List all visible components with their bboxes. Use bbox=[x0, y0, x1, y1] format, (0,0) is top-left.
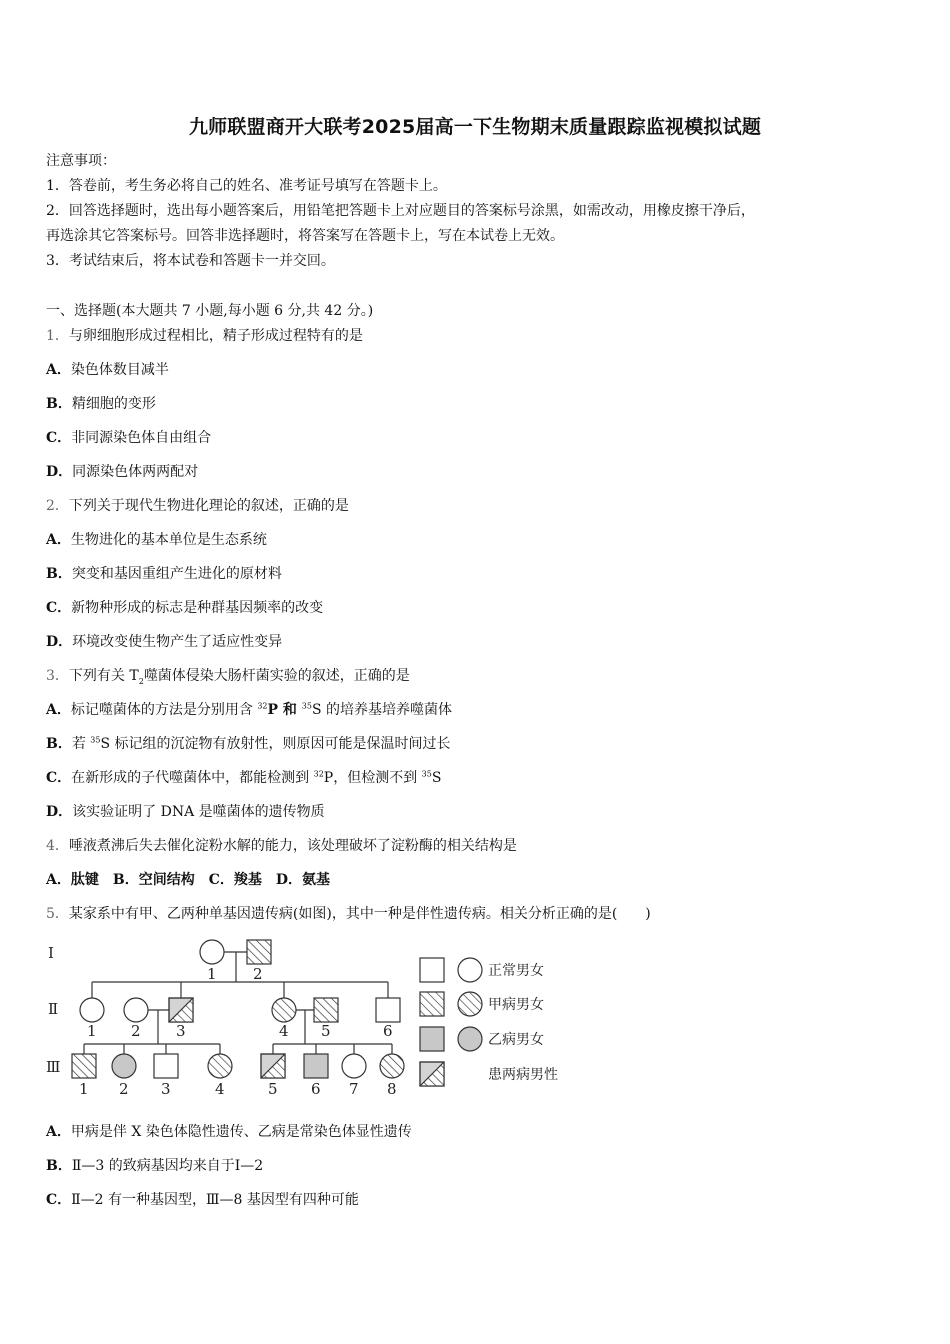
page-title: 九师联盟商开大联考2025届高一下生物期末质量跟踪监视模拟试题 bbox=[188, 116, 762, 138]
question-number: 4． bbox=[46, 838, 69, 854]
notice-item: 再选涂其它答案标号。回答非选择题时，将答案写在答题卡上，写在本试卷上无效。 bbox=[46, 228, 564, 244]
q5-option-c: C．Ⅱ—2 有一种基因型，Ⅲ—8 基因型有四种可能 bbox=[46, 1192, 359, 1208]
legend-disease-b-male bbox=[420, 1027, 444, 1051]
legend-disease-a-male bbox=[420, 992, 444, 1016]
question-4-stem bbox=[46, 837, 517, 855]
q3-option-d: D．该实验证明了 DNA 是噬菌体的遗传物质 bbox=[46, 804, 325, 820]
notice-item: 2．回答选择题时，选出每小题答案后，用铅笔把答题卡上对应题目的答案标号涂黑，如需改动，用橡皮擦干净后， bbox=[46, 203, 755, 219]
q2-option-a: A．生物进化的基本单位是生态系统 bbox=[46, 532, 267, 548]
gen2-male-6 bbox=[376, 998, 400, 1022]
q1-option-b: B．精细胞的变形 bbox=[46, 396, 156, 412]
gen1-female-1 bbox=[200, 940, 224, 964]
question-number: 3． bbox=[46, 668, 69, 684]
question-text: 某家系中有甲、乙两种单基因遗传病(如图)，其中一种是伴性遗传病。相关分析正确的是( ) bbox=[68, 906, 651, 922]
svg-text:1: 1 bbox=[79, 1080, 89, 1098]
section-heading: 一、选择题(本大题共 7 小题,每小题 6 分,共 42 分。) bbox=[46, 303, 374, 319]
gen2-male-5 bbox=[314, 998, 338, 1022]
pedigree-chart bbox=[44, 932, 604, 1102]
svg-text:1: 1 bbox=[207, 965, 217, 983]
q1-option-c: C．非同源染色体自由组合 bbox=[46, 430, 212, 446]
svg-text:6: 6 bbox=[311, 1080, 321, 1098]
q4-options: A．肽键 B．空间结构 C．羧基 D．氨基 bbox=[46, 872, 330, 888]
q2-option-b: B．突变和基因重组产生进化的原材料 bbox=[46, 566, 282, 582]
q5-option-a: A．甲病是伴 X 染色体隐性遗传、乙病是常染色体显性遗传 bbox=[46, 1124, 412, 1140]
gen1-male-2 bbox=[247, 940, 271, 964]
gen3-male-3 bbox=[154, 1054, 178, 1078]
q3-option-b: B．若 $^{35}$S 标记组的沉淀物有放射性，则原因可能是保温时间过长 bbox=[46, 735, 451, 752]
q1-option-a: A．染色体数目减半 bbox=[46, 362, 169, 378]
question-text: 与卵细胞形成过程相比，精子形成过程特有的是 bbox=[68, 328, 363, 344]
gen3-female-2 bbox=[112, 1054, 136, 1078]
q3-option-c: C．在新形成的子代噬菌体中，都能检测到 $^{32}$P，但检测不到 $^{35}$S bbox=[46, 769, 442, 786]
gen2-female-4 bbox=[272, 998, 296, 1022]
question-number: 5． bbox=[46, 906, 69, 922]
question-number: 2． bbox=[46, 498, 69, 514]
question-text: 下列关于现代生物进化理论的叙述，正确的是 bbox=[68, 498, 349, 514]
legend-normal-male bbox=[420, 958, 444, 982]
svg-text:4: 4 bbox=[279, 1022, 289, 1040]
svg-text:2: 2 bbox=[253, 965, 263, 983]
question-text: 唾液煮沸后失去催化淀粉水解的能力，该处理破坏了淀粉酶的相关结构是 bbox=[68, 838, 517, 854]
q1-option-d: D．同源染色体两两配对 bbox=[46, 464, 199, 480]
generation-label: Ⅱ bbox=[48, 1000, 59, 1018]
notice-heading: 注意事项： bbox=[46, 153, 116, 169]
gen3-male-1 bbox=[72, 1054, 96, 1078]
question-5-stem bbox=[46, 905, 651, 923]
question-2-stem bbox=[46, 497, 349, 515]
gen2-female-2 bbox=[124, 998, 148, 1022]
gen2-female-1 bbox=[80, 998, 104, 1022]
svg-text:3: 3 bbox=[161, 1080, 171, 1098]
svg-text:2: 2 bbox=[131, 1022, 141, 1040]
legend-label: 患两病男性 bbox=[488, 1067, 558, 1083]
svg-text:2: 2 bbox=[119, 1080, 129, 1098]
question-3-stem: 3．下列有关 $T_2$噬菌体侵染大肠杆菌实验的叙述，正确的是 bbox=[46, 668, 410, 686]
svg-text:8: 8 bbox=[387, 1080, 397, 1098]
gen3-female-8 bbox=[380, 1054, 404, 1078]
svg-text:1: 1 bbox=[87, 1022, 97, 1040]
generation-label: Ⅰ bbox=[48, 944, 54, 962]
legend-label: 正常男女 bbox=[488, 963, 544, 979]
notice-item: 1．答卷前，考生务必将自己的姓名、准考证号填写在答题卡上。 bbox=[46, 178, 447, 194]
svg-text:4: 4 bbox=[215, 1080, 225, 1098]
svg-text:3: 3 bbox=[176, 1022, 186, 1040]
q3-option-a: A．标记噬菌体的方法是分别用含 $^{32}$P 和 $^{35}$S 的培养基培养噬菌体 bbox=[46, 701, 453, 718]
svg-text:6: 6 bbox=[383, 1022, 393, 1040]
legend-label: 乙病男女 bbox=[488, 1032, 544, 1048]
svg-text:5: 5 bbox=[268, 1080, 278, 1098]
q5-option-b: B．Ⅱ—3 的致病基因均来自于Ⅰ—2 bbox=[46, 1158, 264, 1174]
q2-option-c: C．新物种形成的标志是种群基因频率的改变 bbox=[46, 600, 324, 616]
gen3-male-6 bbox=[304, 1054, 328, 1078]
generation-label: Ⅲ bbox=[46, 1058, 61, 1076]
legend-disease-b-female bbox=[458, 1027, 482, 1051]
gen3-female-7 bbox=[342, 1054, 366, 1078]
notice-item: 3．考试结束后，将本试卷和答题卡一并交回。 bbox=[46, 253, 335, 269]
question-number: 1． bbox=[46, 328, 69, 344]
question-1-stem bbox=[46, 327, 363, 345]
q2-option-d: D．环境改变使生物产生了适应性变异 bbox=[46, 634, 283, 650]
legend-disease-a-female bbox=[458, 992, 482, 1016]
legend-normal-female bbox=[458, 958, 482, 982]
legend-label: 甲病男女 bbox=[488, 997, 544, 1013]
gen3-female-4 bbox=[208, 1054, 232, 1078]
svg-text:5: 5 bbox=[321, 1022, 331, 1040]
svg-text:7: 7 bbox=[349, 1080, 359, 1098]
